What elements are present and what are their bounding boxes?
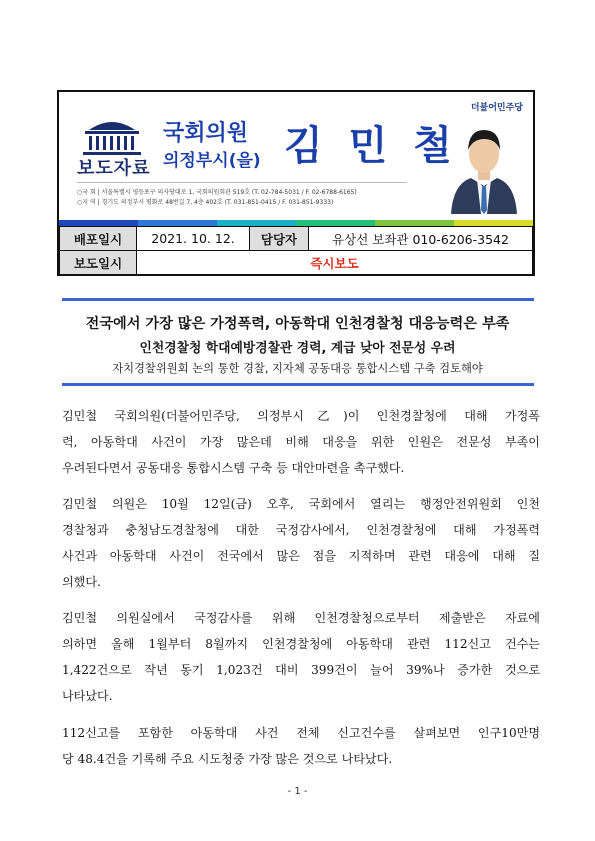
contact-value: 유상선 보좌관 010-6206-3542 — [309, 227, 533, 251]
title-bottom-rule — [62, 383, 534, 386]
paragraph-line: 112신고를 포함한 아동학대 사건 전체 신고건수를 살펴보면 인구10만명 — [62, 726, 540, 740]
subheadline: 인천경찰청 학대예방경찰관 경력, 계급 낮아 전문성 우려 — [139, 341, 456, 356]
contact-label: 담당자 — [250, 227, 309, 251]
release-date: 2021. 10. 12. — [137, 227, 250, 251]
body-paragraph — [62, 403, 540, 481]
release-date-label: 배포일시 — [60, 227, 137, 251]
header-banner — [59, 92, 533, 226]
title-line1: 국회의원 — [163, 121, 249, 146]
paragraph-line: 사건과 아동학대 사건이 전국에서 많은 점을 지적하며 관련 대응에 대해 질 — [62, 549, 540, 563]
headline: 전국에서 가장 많은 가정폭력, 아동학대 인천경찰청 대응능력은 부족 — [85, 316, 510, 332]
body-paragraph — [62, 491, 540, 595]
paragraph-line: 의하면 올해 1월부터 8월까지 인천경찰청에 아동학대 관련 112신고 건수는 — [62, 637, 540, 651]
party-logo: 더불어민주당 — [470, 103, 523, 113]
publish-label: 보도일시 — [60, 251, 137, 275]
body-paragraph — [62, 720, 540, 772]
paragraph-line: 우려된다면서 공동대응 통합시스템 구축 등 대안마련을 촉구했다. — [62, 461, 405, 475]
member-photo — [449, 114, 519, 214]
paragraph-line: 김민철 국회의원(더불어민주당, 의정부시乙)이 인천경찰청에 대해 가정폭 — [62, 409, 540, 423]
member-name: 김 민 철 — [284, 123, 458, 169]
subheadline-2: 자치경찰위원회 논의 통한 경찰, 지자체 공동대응 통합시스템 구축 검토해야 — [112, 362, 483, 375]
paragraph-line: 경찰청과 충청남도경찰청에 대한 국정감사에서, 인천경찰청에 대해 가정폭력 — [62, 523, 540, 537]
address-assembly: ○국 회 | 서울특별시 영등포구 의사당대로 1, 국회의원회관 519호 (T. 02-784-5031 / F. 02-6788-6165) — [77, 189, 357, 196]
press-release-label: 보도자료 — [77, 158, 151, 179]
assembly-building-icon — [81, 116, 143, 158]
title-top-rule — [62, 298, 534, 301]
press-header-frame — [57, 90, 535, 276]
publish-value: 즉시보도 — [137, 251, 533, 275]
address-district: ○지 역 | 경기도 의정부시 평화로 48번길 7, 4층 402호 (T. 031-851-0415 / F. 031-851-9333) — [77, 199, 334, 206]
paragraph-line: 나타났다. — [62, 689, 113, 703]
paragraph-line: 당 48.4건을 기록해 주요 시도청중 가장 많은 것으로 나타났다. — [62, 752, 393, 766]
release-info-table — [59, 226, 533, 275]
body-paragraph — [62, 605, 540, 709]
paragraph-line: 의했다. — [62, 575, 101, 589]
paragraph-line: 김민철 의원실에서 국정감사를 위해 인천경찰청으로부터 제출받은 자료에 — [62, 611, 540, 625]
paragraph-line: 1,422건으로 작년 동기 1,023건 대비 399건이 늘어 39%나 증가한 것으로 — [62, 663, 540, 677]
paragraph-line: 김민철 의원은 10월 12일(금) 오후, 국회에서 열리는 행정안전위원회 인천 — [62, 497, 540, 511]
paragraph-line: 력, 아동학대 사건이 가장 많은데 비해 대응을 위한 인원은 전문성 부족이 — [62, 435, 540, 449]
page-number: - 1 - — [287, 786, 308, 797]
header-rule — [77, 182, 407, 183]
title-line2: 의정부시(을) — [163, 151, 261, 171]
